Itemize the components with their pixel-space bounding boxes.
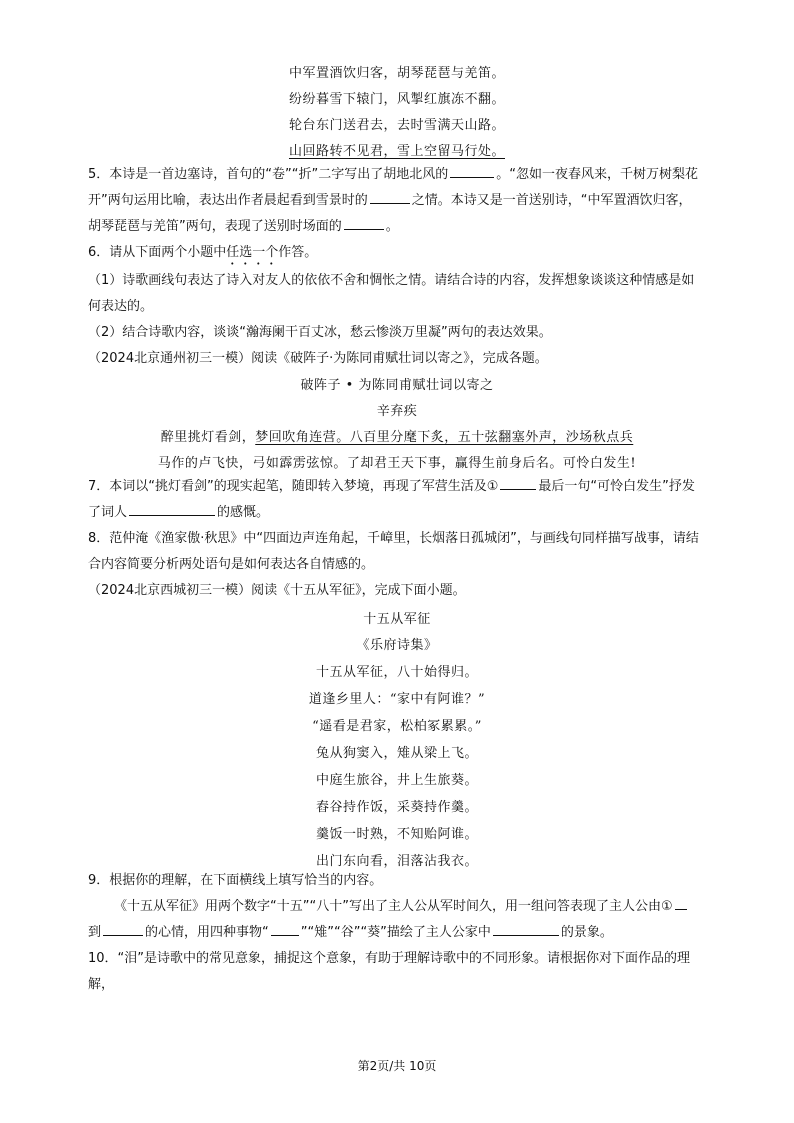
poem1-line-1: 中军置酒饮归客，胡琴琵琶与羌笛。 (288, 66, 505, 81)
q5-text-2: 。“忽如一夜春风来，千树万树梨花 (496, 167, 698, 182)
poem2-line-1-underlined: 梦回吹角连营。八百里分麾下炙，五十弦翻塞外声，沙场秋点兵 (255, 430, 634, 445)
poem3-line-7: 羹饭一时熟，不知贻阿谁。 (315, 827, 478, 842)
q6-emphasis: 任选一个 (226, 245, 279, 260)
q9-blank-3 (271, 921, 299, 936)
q6-sub2: （2）结合诗歌内容，谈谈“瀚海阑干百丈冰，愁云惨淡万里凝”两句的表达效果。 (88, 325, 552, 340)
q5-blank-1 (450, 163, 494, 178)
poem2-line-2: 马作的卢飞快，弓如霹雳弦惊。了却君王天下事，赢得生前身后名。可怜白发生! (157, 456, 637, 471)
q6-text-a: 6．请从下面两个小题中 (88, 245, 227, 260)
q9-line-1: 9．根据你的理解，在下面横线上填写恰当的内容。 (88, 873, 383, 888)
poem3-line-4: 兔从狗窦入，雉从梁上飞。 (315, 746, 478, 761)
q7-text-b: 最后一句“可怜白发生”抒发 (538, 479, 695, 494)
poem2-author: 辛弃疾 (376, 404, 418, 419)
intro-section-2: （2024北京通州初三一模）阅读《破阵子·为陈同甫赋壮词以寄之》，完成各题。 (88, 351, 548, 366)
q10-line-1: 10．“泪”是诗歌中的常见意象，捕捉这个意象，有助于理解诗歌中的不同形象。请根据你对下面作品的理解， (88, 951, 691, 992)
q9-blank-1 (675, 895, 687, 910)
poem3-line-2: 道逢乡里人：“家中有阿谁？” (308, 692, 486, 707)
q5-blank-3 (344, 215, 384, 230)
poem3-line-1: 十五从军征，八十始得归。 (315, 665, 478, 680)
q5-text-3: 开”两句运用比喻，表达出作者晨起看到雪景时的 (88, 193, 368, 208)
q9-text-d: 的景象。 (560, 925, 613, 940)
q9-blank-4 (493, 921, 559, 936)
q6-sub1-line-2: 何表达的。 (88, 299, 154, 314)
question-7-8 (88, 474, 708, 604)
q5-text-6: 。 (385, 219, 399, 234)
poem3-source: 《乐府诗集》 (356, 638, 438, 653)
q9-text-c: ”“雉”“谷”“葵”描绘了主人公家中 (300, 925, 491, 940)
poem2-title: 破阵子 • 为陈同甫赋壮词以寄之 (300, 378, 494, 393)
q7-text-d: 的感慨。 (217, 505, 270, 520)
question-6 (88, 240, 708, 372)
q6-sub1-line-1: （1）诗歌画线句表达了诗入对友人的依依不舍和惆怅之情。请结合诗的内容，发挥想象谈谈这种情感是如 (88, 273, 695, 288)
poem2-line-1-plain: 醉里挑灯看剑， (160, 430, 256, 445)
q9-blank-2 (103, 921, 143, 936)
poem1-underlined-line: 山回路转不见君，雪上空留马行处。 (288, 144, 505, 159)
poem1-line-3: 轮台东门送君去，去时雪满天山路。 (288, 118, 505, 133)
poem1-line-4 (0, 140, 794, 159)
q7-text-a: 7．本词以“挑灯看剑”的现实起笔，随即转入梦境，再现了军营生活及① (88, 479, 499, 494)
poem3-line-5: 中庭生旅谷，井上生旅葵。 (315, 773, 478, 788)
q9-line-2: 《十五从军征》用两个数字“十五”“八十”写出了主人公从军时间久，用一组问答表现了主人公由① (114, 899, 673, 914)
q5-blank-2 (370, 189, 410, 204)
q9-text-a: 到 (88, 925, 102, 940)
poem3-line-8: 出门东向看，泪落沾我衣。 (315, 854, 478, 869)
intro-section-3: （2024北京西城初三一模）阅读《十五从军征》，完成下面小题。 (88, 583, 466, 598)
question-9-10 (88, 868, 708, 998)
q5-text-5: 胡琴琵琶与羌笛”两句，表现了送别时场面的 (88, 219, 342, 234)
poem3-line-3: “遥看是君家，松柏冢累累。” (312, 719, 482, 734)
q7-blank-1 (500, 475, 536, 490)
q8-line-1: 8．范仲淹《渔家傲·秋思》中“四面边声连角起，千嶂里，长烟落日孤城闭”，与画线句同样描写战事，请结 (88, 531, 699, 546)
page-number-footer: 第2页/共 10页 (357, 1059, 437, 1073)
q7-text-c: 了词人 (88, 505, 128, 520)
q5-text-1: 5．本诗是一首边塞诗，首句的“卷”“折”二字写出了胡地北风的 (88, 167, 449, 182)
poem3-title: 十五从军征 (363, 612, 431, 627)
q8-line-2: 合内容简要分析两处语句是如何表达各自情感的。 (88, 557, 375, 572)
q7-blank-2 (129, 501, 215, 516)
poem3-line-6: 舂谷持作饭，采葵持作羹。 (315, 800, 478, 815)
q9-text-b: 的心情，用四种事物“ (145, 925, 269, 940)
q5-text-4: 之情。本诗又是一首送别诗，“中军置酒饮归客， (411, 193, 692, 208)
question-5 (88, 162, 708, 240)
poem2-line-1 (0, 426, 794, 445)
q6-text-b: 作答。 (278, 245, 318, 260)
poem1-line-2: 纷纷暮雪下辕门，风掣红旗冻不翻。 (288, 92, 505, 107)
